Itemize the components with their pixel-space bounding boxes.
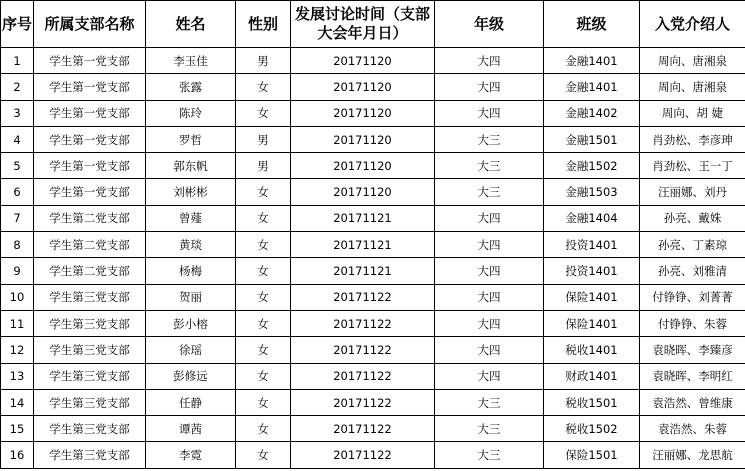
header-introducer: 入党介绍人 [640, 1, 745, 48]
cell-gender: 女 [236, 389, 291, 415]
cell-name: 陈玲 [146, 100, 236, 126]
cell-date: 20171120 [291, 126, 435, 152]
header-gender: 性别 [236, 1, 291, 48]
table-row [1, 363, 745, 389]
cell-gender: 男 [236, 126, 291, 152]
cell-grade: 大三 [435, 153, 544, 179]
cell-grade: 大四 [435, 337, 544, 363]
cell-index: 9 [1, 258, 34, 284]
cell-introducer: 袁晓晖、李臻彦 [640, 337, 745, 363]
cell-gender: 女 [236, 205, 291, 231]
cell-date: 20171122 [291, 284, 435, 310]
cell-branch: 学生第三党支部 [34, 416, 146, 442]
header-grade: 年级 [435, 1, 544, 48]
cell-gender: 女 [236, 363, 291, 389]
cell-gender: 女 [236, 337, 291, 363]
cell-class: 金融1401 [544, 48, 640, 74]
cell-index: 4 [1, 126, 34, 152]
table-row [1, 284, 745, 310]
cell-date: 20171120 [291, 100, 435, 126]
header-row [1, 1, 745, 48]
cell-gender: 女 [236, 284, 291, 310]
table-row [1, 232, 745, 258]
cell-grade: 大四 [435, 258, 544, 284]
cell-branch: 学生第二党支部 [34, 258, 146, 284]
cell-gender: 女 [236, 179, 291, 205]
table-row [1, 179, 745, 205]
cell-index: 2 [1, 74, 34, 100]
cell-index: 10 [1, 284, 34, 310]
cell-gender: 男 [236, 153, 291, 179]
cell-introducer: 袁晓晖、李明红 [640, 363, 745, 389]
cell-grade: 大三 [435, 389, 544, 415]
cell-introducer: 孙亮、戴姝 [640, 205, 745, 231]
cell-grade: 大四 [435, 284, 544, 310]
cell-grade: 大三 [435, 416, 544, 442]
table-row [1, 74, 745, 100]
cell-class: 金融1402 [544, 100, 640, 126]
cell-index: 1 [1, 48, 34, 74]
cell-index: 7 [1, 205, 34, 231]
cell-branch: 学生第一党支部 [34, 100, 146, 126]
cell-index: 3 [1, 100, 34, 126]
cell-name: 李霓 [146, 442, 236, 468]
cell-gender: 女 [236, 442, 291, 468]
cell-branch: 学生第三党支部 [34, 310, 146, 336]
header-index: 序号 [1, 1, 34, 48]
cell-grade: 大三 [435, 126, 544, 152]
cell-date: 20171122 [291, 442, 435, 468]
cell-branch: 学生第一党支部 [34, 126, 146, 152]
cell-grade: 大四 [435, 48, 544, 74]
header-name: 姓名 [146, 1, 236, 48]
cell-class: 金融1401 [544, 74, 640, 100]
cell-class: 金融1404 [544, 205, 640, 231]
cell-class: 投资1401 [544, 232, 640, 258]
cell-grade: 大三 [435, 179, 544, 205]
cell-gender: 女 [236, 310, 291, 336]
cell-class: 投资1401 [544, 258, 640, 284]
cell-date: 20171121 [291, 232, 435, 258]
cell-name: 任静 [146, 389, 236, 415]
cell-branch: 学生第一党支部 [34, 179, 146, 205]
cell-class: 保险1401 [544, 284, 640, 310]
cell-class: 财政1401 [544, 363, 640, 389]
cell-introducer: 肖劲松、王一丁 [640, 153, 745, 179]
cell-class: 金融1503 [544, 179, 640, 205]
cell-class: 税收1501 [544, 389, 640, 415]
cell-date: 20171122 [291, 337, 435, 363]
cell-name: 曾薤 [146, 205, 236, 231]
cell-index: 13 [1, 363, 34, 389]
table-row [1, 310, 745, 336]
cell-date: 20171122 [291, 389, 435, 415]
table-row [1, 337, 745, 363]
cell-branch: 学生第三党支部 [34, 337, 146, 363]
cell-branch: 学生第三党支部 [34, 363, 146, 389]
cell-branch: 学生第三党支部 [34, 284, 146, 310]
cell-class: 金融1502 [544, 153, 640, 179]
cell-class: 保险1401 [544, 310, 640, 336]
cell-name: 郭东帆 [146, 153, 236, 179]
table-row [1, 258, 745, 284]
header-class: 班级 [544, 1, 640, 48]
cell-index: 11 [1, 310, 34, 336]
cell-branch: 学生第一党支部 [34, 74, 146, 100]
cell-introducer: 汪丽娜、刘丹 [640, 179, 745, 205]
cell-grade: 大四 [435, 310, 544, 336]
cell-name: 刘彬彬 [146, 179, 236, 205]
cell-grade: 大四 [435, 100, 544, 126]
cell-index: 6 [1, 179, 34, 205]
cell-name: 彭修远 [146, 363, 236, 389]
cell-grade: 大三 [435, 442, 544, 468]
cell-branch: 学生第一党支部 [34, 48, 146, 74]
cell-date: 20171122 [291, 310, 435, 336]
cell-index: 16 [1, 442, 34, 468]
cell-branch: 学生第三党支部 [34, 389, 146, 415]
cell-class: 金融1501 [544, 126, 640, 152]
cell-gender: 男 [236, 48, 291, 74]
cell-name: 贺丽 [146, 284, 236, 310]
header-discussion-date: 发展讨论时间（支部大会年月日） [291, 1, 435, 48]
cell-name: 黄琰 [146, 232, 236, 258]
cell-introducer: 孙亮、丁素琼 [640, 232, 745, 258]
cell-introducer: 袁浩然、朱蓉 [640, 416, 745, 442]
cell-introducer: 付铮铮、刘菁菁 [640, 284, 745, 310]
cell-index: 14 [1, 389, 34, 415]
cell-grade: 大四 [435, 74, 544, 100]
cell-name: 李玉佳 [146, 48, 236, 74]
cell-name: 张露 [146, 74, 236, 100]
cell-grade: 大四 [435, 363, 544, 389]
table-row [1, 100, 745, 126]
cell-date: 20171121 [291, 258, 435, 284]
table-row [1, 442, 745, 468]
cell-index: 12 [1, 337, 34, 363]
cell-date: 20171122 [291, 363, 435, 389]
table-row [1, 205, 745, 231]
cell-gender: 女 [236, 232, 291, 258]
cell-index: 15 [1, 416, 34, 442]
cell-date: 20171120 [291, 153, 435, 179]
cell-date: 20171120 [291, 74, 435, 100]
cell-introducer: 肖劲松、李彦珅 [640, 126, 745, 152]
table-body [1, 48, 745, 469]
cell-grade: 大四 [435, 232, 544, 258]
cell-branch: 学生第一党支部 [34, 153, 146, 179]
cell-date: 20171121 [291, 205, 435, 231]
table-row [1, 48, 745, 74]
cell-name: 杨梅 [146, 258, 236, 284]
cell-class: 税收1401 [544, 337, 640, 363]
cell-introducer: 周向、胡 婕 [640, 100, 745, 126]
table-row [1, 416, 745, 442]
cell-gender: 女 [236, 258, 291, 284]
cell-introducer: 付铮铮、朱蓉 [640, 310, 745, 336]
cell-branch: 学生第三党支部 [34, 442, 146, 468]
cell-name: 谭茜 [146, 416, 236, 442]
table-row [1, 126, 745, 152]
cell-introducer: 周向、唐湘泉 [640, 48, 745, 74]
cell-class: 保险1501 [544, 442, 640, 468]
cell-introducer: 汪丽娜、龙思航 [640, 442, 745, 468]
cell-gender: 女 [236, 416, 291, 442]
cell-introducer: 孙亮、刘雅清 [640, 258, 745, 284]
cell-name: 罗哲 [146, 126, 236, 152]
cell-date: 20171120 [291, 179, 435, 205]
cell-gender: 女 [236, 100, 291, 126]
table-row [1, 153, 745, 179]
cell-branch: 学生第二党支部 [34, 232, 146, 258]
cell-introducer: 袁浩然、曾维康 [640, 389, 745, 415]
cell-date: 20171122 [291, 416, 435, 442]
cell-gender: 女 [236, 74, 291, 100]
cell-name: 彭小榕 [146, 310, 236, 336]
table-row [1, 389, 745, 415]
cell-name: 徐瑶 [146, 337, 236, 363]
cell-introducer: 周向、唐湘泉 [640, 74, 745, 100]
cell-index: 5 [1, 153, 34, 179]
header-branch: 所属支部名称 [34, 1, 146, 48]
cell-date: 20171120 [291, 48, 435, 74]
cell-branch: 学生第二党支部 [34, 205, 146, 231]
cell-class: 税收1502 [544, 416, 640, 442]
cell-index: 8 [1, 232, 34, 258]
cell-grade: 大四 [435, 205, 544, 231]
